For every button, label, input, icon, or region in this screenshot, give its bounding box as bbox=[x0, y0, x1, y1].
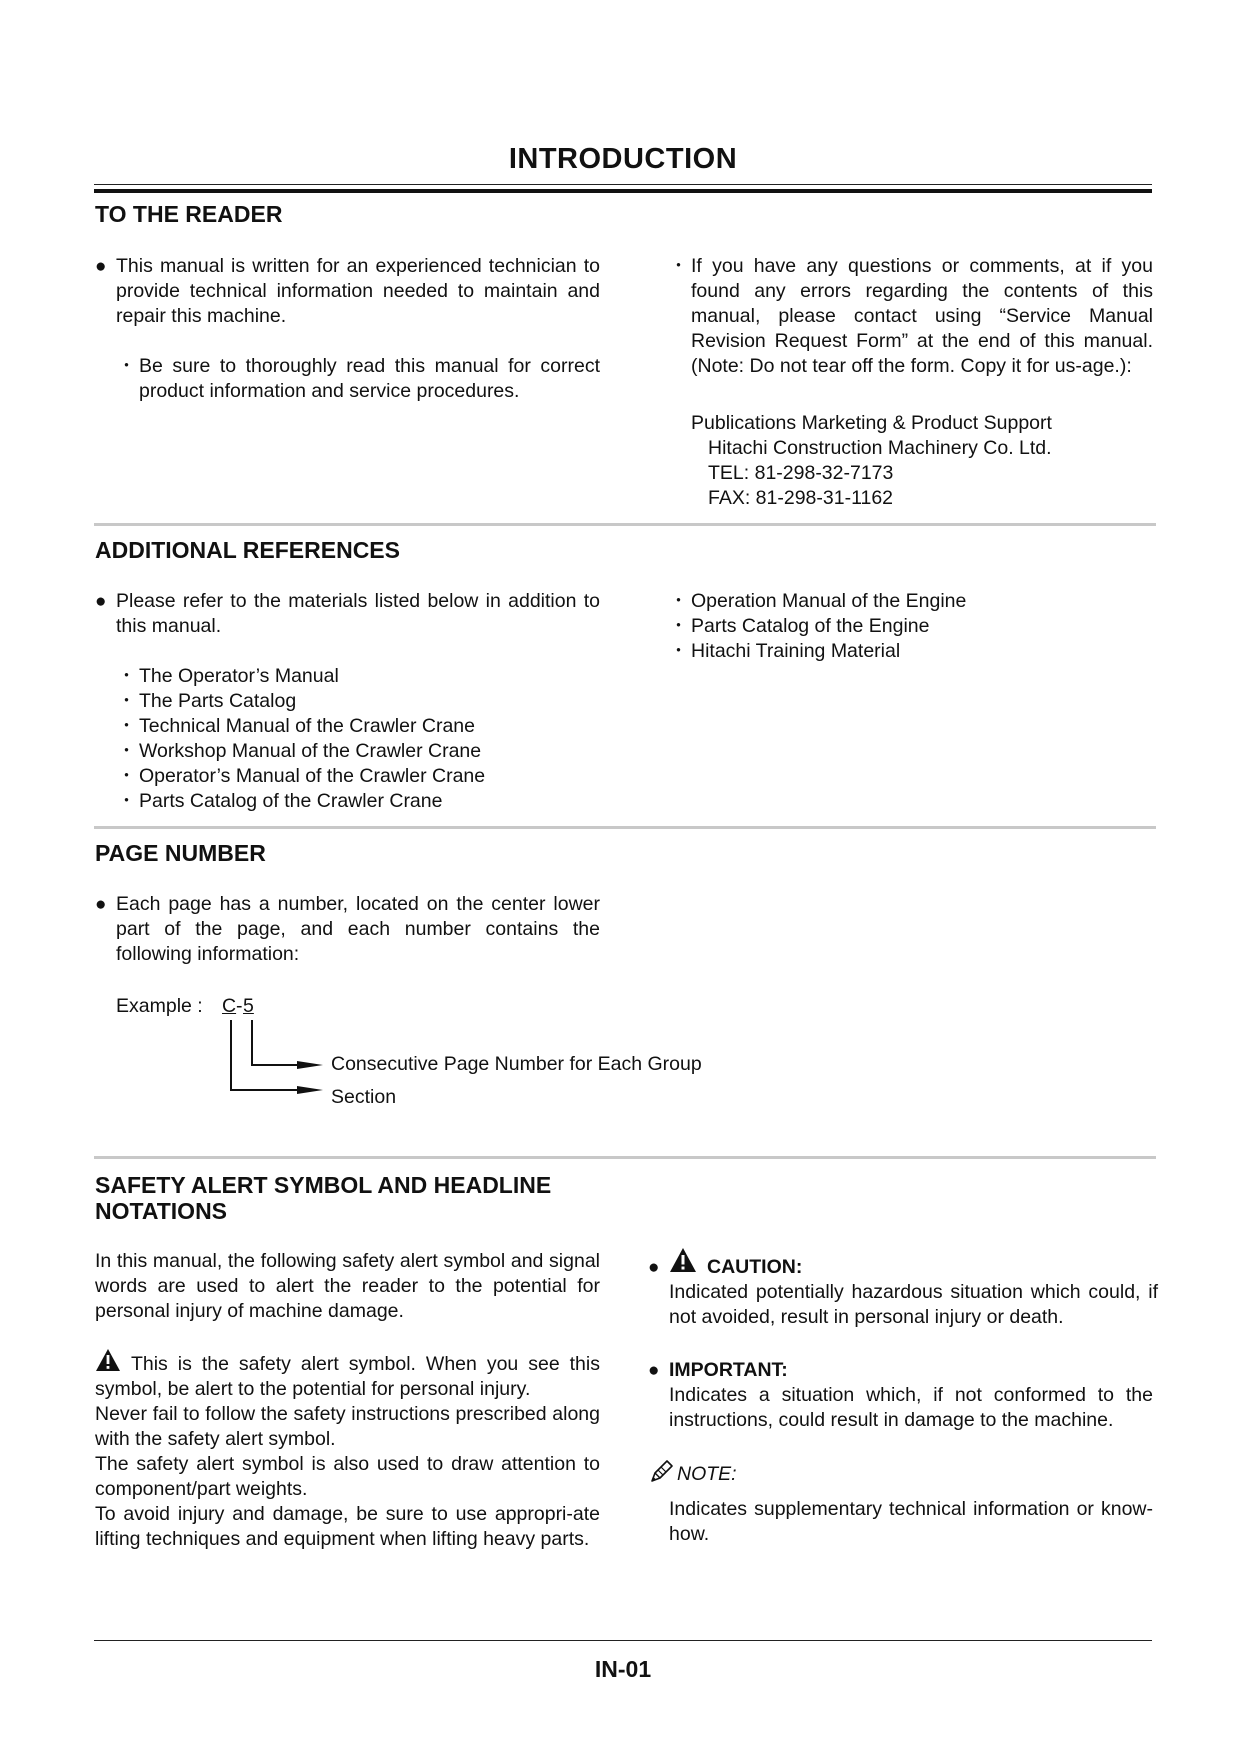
bullet-dot: ● bbox=[648, 1257, 660, 1278]
section-title-page-number: PAGE NUMBER bbox=[95, 840, 266, 866]
safety-symbol-text: This is the safety alert symbol. When you see this symbol, be alert to the potential for personal injury. bbox=[95, 1353, 600, 1400]
footer-rule bbox=[94, 1640, 1152, 1641]
example-page-digit: 5 bbox=[243, 995, 254, 1017]
section-title-to-the-reader: TO THE READER bbox=[95, 201, 283, 227]
reference-item-text: Parts Catalog of the Crawler Crane bbox=[139, 790, 443, 812]
sub-bullet-dot: ・ bbox=[669, 591, 689, 612]
sub-bullet-dot: ・ bbox=[117, 741, 137, 762]
reader-right-item-text: If you have any questions or comments, at if you found any errors regarding the contents of this manual, please contact using “Service Manual Revision Request Form” at the end of this manual. (Note: Do not tear off the form. Copy it for us-age.): bbox=[691, 255, 1153, 377]
references-intro-text: Please refer to the materials listed below in addition to this manual. bbox=[116, 590, 600, 637]
section-title-safety-alert-line2: NOTATIONS bbox=[95, 1198, 228, 1224]
contact-fax: FAX: 81-298-31-1162 bbox=[708, 487, 894, 509]
page-title: INTRODUCTION bbox=[508, 143, 738, 175]
example-section-label: Section bbox=[331, 1086, 397, 1108]
reference-item-text: Hitachi Training Material bbox=[691, 640, 901, 662]
important-text: Indicates a situation which, if not conformed to the instructions, could result in damage to the machine. bbox=[669, 1384, 1153, 1431]
caution-alert-icon bbox=[669, 1247, 697, 1273]
contact-company: Hitachi Construction Machinery Co. Ltd. bbox=[708, 437, 1052, 459]
important-label: IMPORTANT: bbox=[669, 1359, 788, 1381]
section-title-safety-alert-line1: SAFETY ALERT SYMBOL AND HEADLINE bbox=[95, 1172, 552, 1198]
footer-page-number: IN-01 bbox=[594, 1656, 652, 1682]
title-rule-thick bbox=[94, 189, 1152, 193]
sub-bullet-dot: ・ bbox=[117, 716, 137, 737]
safety-para-3: The safety alert symbol is also used to draw attention to component/part weights. bbox=[95, 1453, 600, 1500]
reference-item-text: Parts Catalog of the Engine bbox=[691, 615, 930, 637]
reader-left-bullet-text: This manual is written for an experienced technician to provide technical information needed to maintain and repair this machine. bbox=[116, 255, 600, 327]
sub-bullet-dot: ・ bbox=[117, 666, 137, 687]
reference-item-text: The Parts Catalog bbox=[139, 690, 297, 712]
sub-bullet-dot: ・ bbox=[669, 641, 689, 662]
safety-intro: In this manual, the following safety alert symbol and signal words are used to alert the reader to the potential for personal injury of machine damage. bbox=[95, 1250, 600, 1322]
sub-bullet-dot: ・ bbox=[669, 256, 689, 277]
reference-item-text: The Operator’s Manual bbox=[139, 665, 339, 687]
sub-bullet-dot: ・ bbox=[117, 791, 137, 812]
reader-left-sub-bullet-text: Be sure to thoroughly read this manual for correct product information and service procedures. bbox=[139, 355, 600, 402]
example-label: Example : bbox=[116, 995, 203, 1017]
example-callout-arrows bbox=[220, 1018, 330, 1098]
safety-symbol-line bbox=[95, 1348, 600, 1402]
reference-item-text: Workshop Manual of the Crawler Crane bbox=[139, 740, 482, 762]
pencil-icon bbox=[648, 1459, 674, 1485]
note-text: Indicates supplementary technical information or know-how. bbox=[669, 1498, 1153, 1545]
reference-item-text: Technical Manual of the Crawler Crane bbox=[139, 715, 475, 737]
sub-bullet-dot: ・ bbox=[669, 616, 689, 637]
section-divider bbox=[94, 826, 1156, 829]
example-dash: - bbox=[236, 995, 243, 1017]
title-rule-thin bbox=[94, 184, 1152, 185]
caution-text: Indicated potentially hazardous situation which could, if not avoided, result in personal injury or death. bbox=[669, 1281, 1158, 1328]
section-divider bbox=[94, 523, 1156, 526]
sub-bullet-dot: ・ bbox=[117, 691, 137, 712]
sub-bullet-dot: ・ bbox=[117, 766, 137, 787]
bullet-dot: ● bbox=[95, 256, 107, 277]
example-section-letter: C bbox=[222, 995, 237, 1017]
bullet-dot: ● bbox=[648, 1360, 660, 1381]
page-number-bullet-text: Each page has a number, located on the center lower part of the page, and each number contains the following information: bbox=[116, 893, 600, 965]
bullet-dot: ● bbox=[95, 894, 107, 915]
example-page-label: Consecutive Page Number for Each Group bbox=[331, 1053, 702, 1075]
safety-para-2: Never fail to follow the safety instructions prescribed along with the safety alert symbol. bbox=[95, 1403, 600, 1450]
reference-item-text: Operation Manual of the Engine bbox=[691, 590, 967, 612]
reference-item-text: Operator’s Manual of the Crawler Crane bbox=[139, 765, 486, 787]
caution-label: CAUTION: bbox=[707, 1256, 803, 1278]
bullet-dot: ● bbox=[95, 591, 107, 612]
section-divider bbox=[94, 1156, 1156, 1159]
note-label: NOTE: bbox=[677, 1463, 737, 1485]
section-title-additional-references: ADDITIONAL REFERENCES bbox=[95, 537, 400, 563]
safety-alert-icon bbox=[95, 1348, 121, 1372]
safety-para-4: To avoid injury and damage, be sure to use appropri-ate lifting techniques and equipment when lifting heavy parts. bbox=[95, 1503, 600, 1550]
contact-org: Publications Marketing & Product Support bbox=[691, 412, 1052, 434]
safety-symbol-paragraph bbox=[95, 1348, 600, 1552]
sub-bullet-dot: ・ bbox=[117, 356, 137, 377]
contact-tel: TEL: 81-298-32-7173 bbox=[708, 462, 894, 484]
